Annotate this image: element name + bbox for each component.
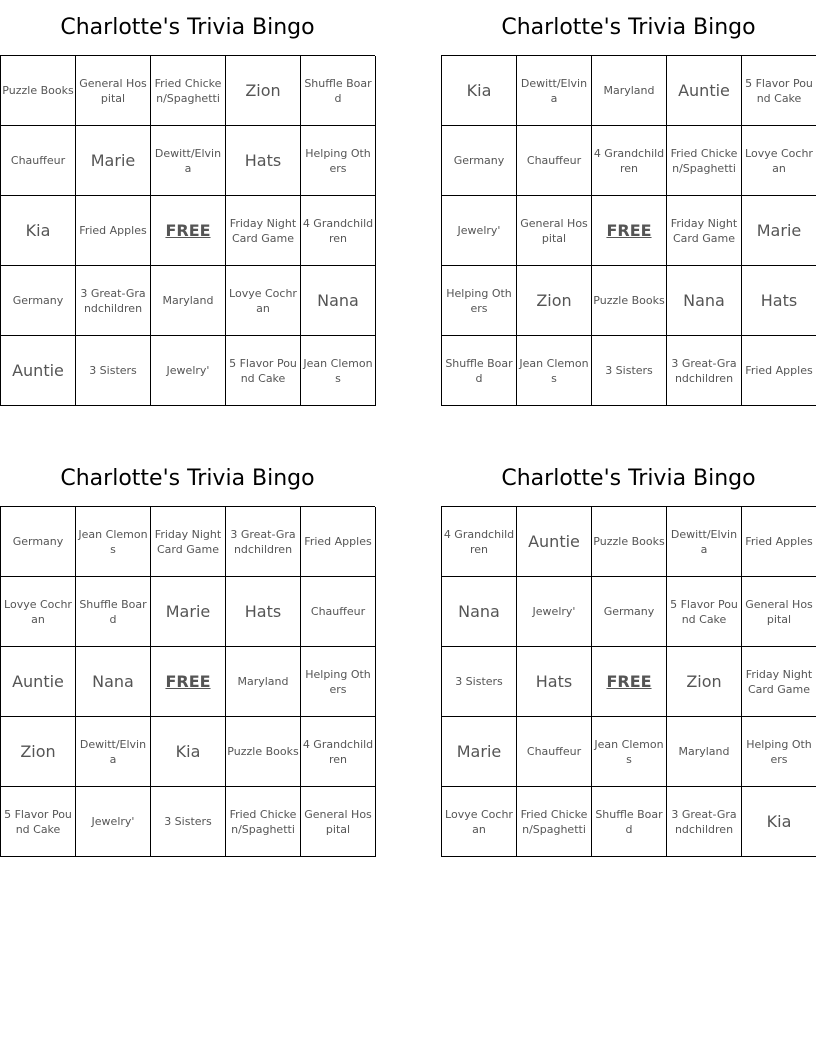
free-space: FREE: [592, 196, 667, 266]
bingo-cell: Marie: [76, 126, 151, 196]
bingo-grid: [0, 506, 375, 857]
bingo-cell: General Hospital: [301, 787, 376, 857]
bingo-grid: [441, 506, 816, 857]
bingo-cell: 3 Sisters: [592, 336, 667, 406]
bingo-cell: Auntie: [1, 336, 76, 406]
bingo-cell: Chauffeur: [517, 126, 592, 196]
bingo-cell: Chauffeur: [517, 717, 592, 787]
bingo-cell: Fried Chicken/Spaghetti: [667, 126, 742, 196]
bingo-cell: Germany: [1, 266, 76, 336]
bingo-cell: Zion: [1, 717, 76, 787]
bingo-cell: 3 Sisters: [442, 647, 517, 717]
free-space: FREE: [592, 647, 667, 717]
bingo-cell: 3 Great-Grandchildren: [667, 787, 742, 857]
bingo-cell: Puzzle Books: [592, 266, 667, 336]
bingo-cell: Friday Night Card Game: [151, 507, 226, 577]
bingo-cell: Nana: [667, 266, 742, 336]
bingo-cell: Fried Apples: [76, 196, 151, 266]
bingo-card-1: [0, 0, 375, 406]
bingo-cell: 5 Flavor Pound Cake: [667, 577, 742, 647]
bingo-cell: Germany: [442, 126, 517, 196]
bingo-card-3: [0, 451, 375, 857]
bingo-cell: 5 Flavor Pound Cake: [226, 336, 301, 406]
bingo-cell: 4 Grandchildren: [592, 126, 667, 196]
bingo-cell: Fried Chicken/Spaghetti: [226, 787, 301, 857]
bingo-cell: 3 Great-Grandchildren: [226, 507, 301, 577]
bingo-cell: Friday Night Card Game: [226, 196, 301, 266]
bingo-cell: Dewitt/Elvina: [151, 126, 226, 196]
bingo-cell: General Hospital: [517, 196, 592, 266]
bingo-cell: Hats: [226, 126, 301, 196]
bingo-cell: Fried Apples: [742, 507, 816, 577]
bingo-cell: Friday Night Card Game: [667, 196, 742, 266]
bingo-cell: Kia: [1, 196, 76, 266]
card-title: Charlotte's Trivia Bingo: [60, 466, 315, 491]
bingo-cell: Nana: [76, 647, 151, 717]
bingo-cell: Friday Night Card Game: [742, 647, 816, 717]
bingo-cell: Helping Others: [442, 266, 517, 336]
bingo-cell: Nana: [301, 266, 376, 336]
bingo-cell: Jewelry': [76, 787, 151, 857]
bingo-grid: [441, 55, 816, 406]
bingo-cell: Hats: [517, 647, 592, 717]
bingo-cell: Chauffeur: [301, 577, 376, 647]
bingo-cell: 4 Grandchildren: [301, 196, 376, 266]
card-title: Charlotte's Trivia Bingo: [60, 15, 315, 40]
bingo-cell: Kia: [442, 56, 517, 126]
bingo-cell: Helping Others: [301, 126, 376, 196]
bingo-cell: 4 Grandchildren: [442, 507, 517, 577]
bingo-cell: Jean Clemons: [592, 717, 667, 787]
bingo-cell: 5 Flavor Pound Cake: [742, 56, 816, 126]
card-title: Charlotte's Trivia Bingo: [501, 466, 756, 491]
bingo-cell: Zion: [517, 266, 592, 336]
bingo-cell: Puzzle Books: [226, 717, 301, 787]
bingo-card-4: [441, 451, 816, 857]
bingo-cell: Maryland: [667, 717, 742, 787]
bingo-cell: Helping Others: [301, 647, 376, 717]
bingo-cell: Dewitt/Elvina: [667, 507, 742, 577]
bingo-cell: Marie: [151, 577, 226, 647]
bingo-cell: Shuffle Board: [442, 336, 517, 406]
bingo-cell: Marie: [442, 717, 517, 787]
bingo-cell: Dewitt/Elvina: [517, 56, 592, 126]
bingo-cell: Germany: [1, 507, 76, 577]
bingo-cell: Puzzle Books: [1, 56, 76, 126]
bingo-cell: Kia: [742, 787, 816, 857]
bingo-cell: 3 Great-Grandchildren: [667, 336, 742, 406]
bingo-card-2: [441, 0, 816, 406]
bingo-cell: 5 Flavor Pound Cake: [1, 787, 76, 857]
bingo-cell: General Hospital: [76, 56, 151, 126]
bingo-cell: Lovye Cochran: [1, 577, 76, 647]
bingo-cell: Kia: [151, 717, 226, 787]
bingo-cell: Fried Chicken/Spaghetti: [151, 56, 226, 126]
bingo-cell: Fried Apples: [301, 507, 376, 577]
bingo-cell: Lovye Cochran: [742, 126, 816, 196]
bingo-cell: Germany: [592, 577, 667, 647]
bingo-cell: Fried Apples: [742, 336, 816, 406]
bingo-cell: 3 Sisters: [76, 336, 151, 406]
bingo-cell: Shuffle Board: [301, 56, 376, 126]
bingo-cell: Maryland: [592, 56, 667, 126]
bingo-cell: Jean Clemons: [517, 336, 592, 406]
bingo-cell: Puzzle Books: [592, 507, 667, 577]
bingo-cell: Hats: [742, 266, 816, 336]
bingo-cell: Jewelry': [151, 336, 226, 406]
bingo-cell: Shuffle Board: [592, 787, 667, 857]
bingo-cell: 3 Sisters: [151, 787, 226, 857]
bingo-cell: Auntie: [1, 647, 76, 717]
card-title: Charlotte's Trivia Bingo: [501, 15, 756, 40]
bingo-cell: Helping Others: [742, 717, 816, 787]
bingo-cell: Zion: [226, 56, 301, 126]
bingo-cell: Jean Clemons: [76, 507, 151, 577]
bingo-cell: 4 Grandchildren: [301, 717, 376, 787]
bingo-cell: Marie: [742, 196, 816, 266]
bingo-cell: Jewelry': [442, 196, 517, 266]
free-space: FREE: [151, 196, 226, 266]
bingo-cell: Maryland: [151, 266, 226, 336]
bingo-cell: Lovye Cochran: [442, 787, 517, 857]
bingo-cell: Shuffle Board: [76, 577, 151, 647]
bingo-cell: Jean Clemons: [301, 336, 376, 406]
bingo-grid: [0, 55, 375, 406]
bingo-cell: Dewitt/Elvina: [76, 717, 151, 787]
free-space: FREE: [151, 647, 226, 717]
bingo-cell: 3 Great-Grandchildren: [76, 266, 151, 336]
bingo-cell: Lovye Cochran: [226, 266, 301, 336]
bingo-cell: Zion: [667, 647, 742, 717]
bingo-cell: Nana: [442, 577, 517, 647]
bingo-cell: Maryland: [226, 647, 301, 717]
bingo-cell: Fried Chicken/Spaghetti: [517, 787, 592, 857]
bingo-cell: General Hospital: [742, 577, 816, 647]
bingo-cell: Auntie: [517, 507, 592, 577]
bingo-cell: Hats: [226, 577, 301, 647]
bingo-cell: Jewelry': [517, 577, 592, 647]
bingo-cell: Auntie: [667, 56, 742, 126]
bingo-cell: Chauffeur: [1, 126, 76, 196]
